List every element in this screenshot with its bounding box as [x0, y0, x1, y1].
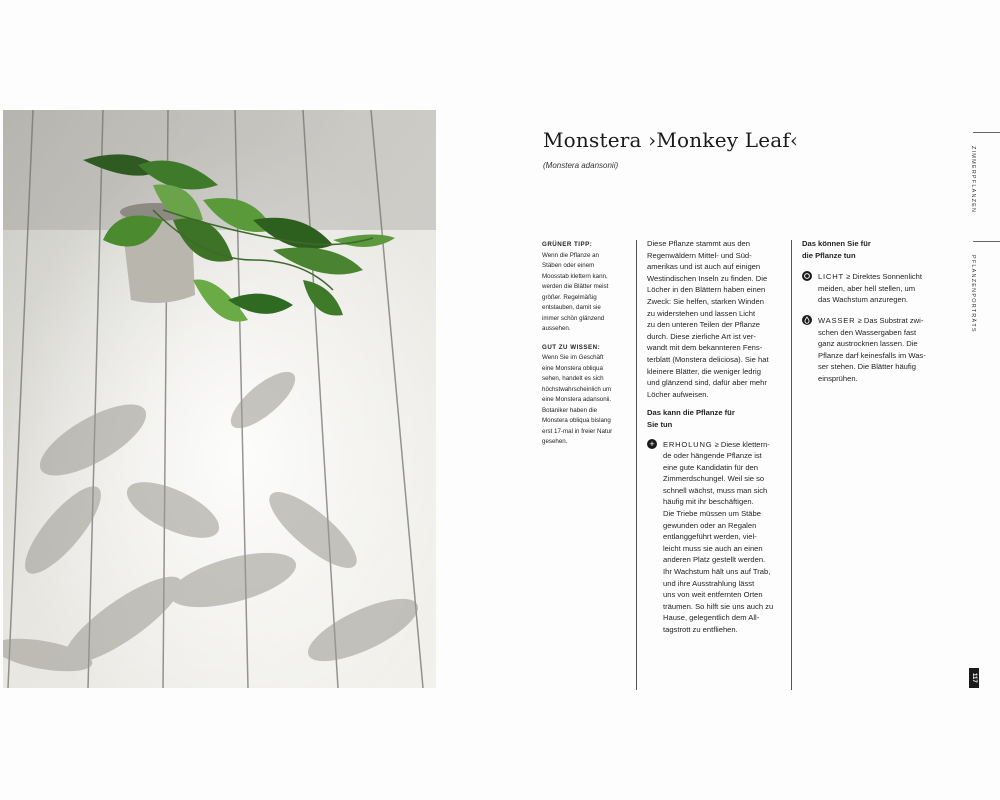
sun-icon [802, 271, 812, 281]
intro-line: Löcher in den Blättern haben einen [647, 285, 766, 295]
benefit-line: leicht muss sie auch an einen [663, 543, 763, 553]
care-line: Direktes Sonnenlicht [852, 272, 923, 282]
benefit-line: entlanggeführt werden, viel- [663, 532, 757, 542]
care-line: schen den Wassergaben fast [818, 327, 917, 337]
tip-line: immer schön glänzend [542, 314, 605, 322]
benefit-line: tagstrott zu entfliehen. [663, 625, 738, 634]
benefit-line: Diese klettern- [720, 439, 770, 449]
benefit-line: de oder hängende Pflanze ist [663, 451, 762, 461]
care-line: einsprühen. [818, 373, 858, 383]
knowledge-line: Wenn Sie im Geschäft [542, 354, 604, 361]
benefit-line: Hause, gelegentlich dem All- [663, 613, 760, 623]
benefit-line: und ihre Ausstrahlung lässt [663, 578, 755, 588]
knowledge-line: Botaniker haben die [542, 406, 598, 414]
intro-line: Westindischen Inseln zu finden. Die [647, 273, 768, 283]
benefit-line: eine gute Kandidatin für den [663, 462, 758, 472]
care-line: das Wachstum anzuregen. [818, 295, 909, 305]
intro-line: und glänzend sind, dafür aber mehr [647, 378, 767, 388]
knowledge-line: sehen, handelt es sich [542, 375, 604, 382]
care-column [802, 238, 952, 394]
knowledge-line: eine Monstera obliqua [542, 364, 603, 372]
sidebar-notes [542, 240, 628, 448]
benefit-heading-line: Sie tun [647, 419, 673, 429]
knowledge-line: erst 17-mal in freier Natur [542, 427, 613, 435]
care-heading-line: Das können Sie für [802, 239, 871, 248]
benefit-key: ERHOLUNG [663, 439, 713, 449]
knowledge-line: eine Monstera adansonii. [542, 396, 612, 403]
benefit-line: Die Triebe müssen um Stäbe [663, 509, 761, 519]
intro-line: durch. Diese zierliche Art ist ver- [647, 331, 756, 341]
arrow-glyph: ≥ [714, 439, 719, 449]
tip-line: Wenn die Pflanze an [542, 251, 599, 259]
tip-line: entstauben, damit sie [542, 304, 601, 311]
plant-photo [3, 110, 436, 688]
section-tab: ZIMMERPFLANZEN [970, 146, 976, 214]
benefit-line: anderen Platz gestellt werden. [663, 555, 766, 565]
intro-line: Regenwäldern Mittel- und Süd- [647, 250, 752, 260]
benefit-line: träumen. So hilft sie uns auch zu [663, 601, 774, 611]
tip-line: größer. Regelmäßig [542, 293, 597, 301]
benefit-line: uns von weit entfernten Orten [663, 590, 763, 600]
benefit-item [647, 439, 787, 636]
care-heading [802, 238, 952, 261]
care-line: Das Substrat zwi- [863, 315, 924, 325]
benefit-line: häufig mit ihr beschäftigen. [663, 497, 754, 507]
latin-name: (Monstera adansonii) [543, 161, 619, 170]
knowledge-line: Monstera obliqua bislang [542, 417, 611, 424]
intro-line: Zweck: Sie helfen, starken Winden [647, 296, 764, 306]
arrow-glyph: ≥ [857, 315, 862, 325]
main-column [647, 238, 787, 636]
page-number: 117 [969, 668, 979, 688]
care-line: ser stehen. Die Blätter häufig [818, 362, 916, 372]
knowledge-heading: GUT ZU WISSEN: [542, 343, 601, 351]
care-heading-line: die Pflanze tun [802, 250, 856, 260]
intro-line: zu widerstehen und lassen Licht [647, 308, 756, 318]
intro-line: Diese Pflanze stammt aus den [647, 239, 750, 248]
tip-line: Stäben oder einem [542, 262, 595, 269]
care-line: meiden, aber hell stellen, um [818, 283, 916, 293]
care-line: ganz austrocknen lassen. Die [818, 339, 918, 349]
page-title: Monstera ›Monkey Leaf‹ [543, 128, 799, 152]
intro-line: terblatt (Monstera deliciosa). Sie hat [647, 354, 769, 364]
benefit-line: schnell wächst, muss man sich [663, 485, 768, 495]
tip-line: Moosstab klettern kann, [542, 272, 608, 280]
tip-line: aussehen. [542, 325, 571, 332]
plus-icon: + [647, 439, 657, 449]
benefit-line: Ihr Wachstum hält uns auf Trab, [663, 567, 771, 577]
intro-line: Löcher aufweisen. [647, 389, 709, 399]
tip-line: werden die Blätter meist [542, 283, 609, 290]
intro-line: zu den unteren Teilen der Pflanze [647, 320, 761, 330]
tab-rule [973, 132, 1000, 133]
care-key: LICHT [818, 272, 844, 282]
benefit-heading-line: Das kann die Pflanze für [647, 408, 735, 418]
intro-line: kleinere Blätter, die weniger ledrig [647, 366, 761, 376]
care-item-water [802, 315, 952, 385]
arrow-glyph: ≥ [846, 272, 851, 282]
section-tab: PFLANZENPORTRÄTS [970, 255, 976, 333]
intro-line: amerikas und ist auch auf einigen [647, 262, 761, 272]
benefit-line: gewunden oder an Regalen [663, 520, 757, 530]
care-key: WASSER [818, 315, 856, 325]
column-divider [636, 240, 637, 690]
benefit-line: Zimmerdschungel. Weil sie so [663, 474, 765, 484]
benefit-heading [647, 407, 787, 430]
tab-rule [973, 241, 1000, 242]
column-divider [791, 240, 792, 690]
intro-line: wandt mit dem bekannteren Fens- [647, 343, 763, 353]
knowledge-line: gesehen. [542, 438, 568, 445]
tip-heading: GRÜNER TIPP: [542, 241, 593, 248]
care-line: Pflanze darf keinesfalls im Was- [818, 350, 926, 360]
knowledge-line: höchstwahrscheinlich um [542, 385, 612, 393]
care-item-light [802, 271, 952, 306]
water-drop-icon [802, 315, 812, 325]
